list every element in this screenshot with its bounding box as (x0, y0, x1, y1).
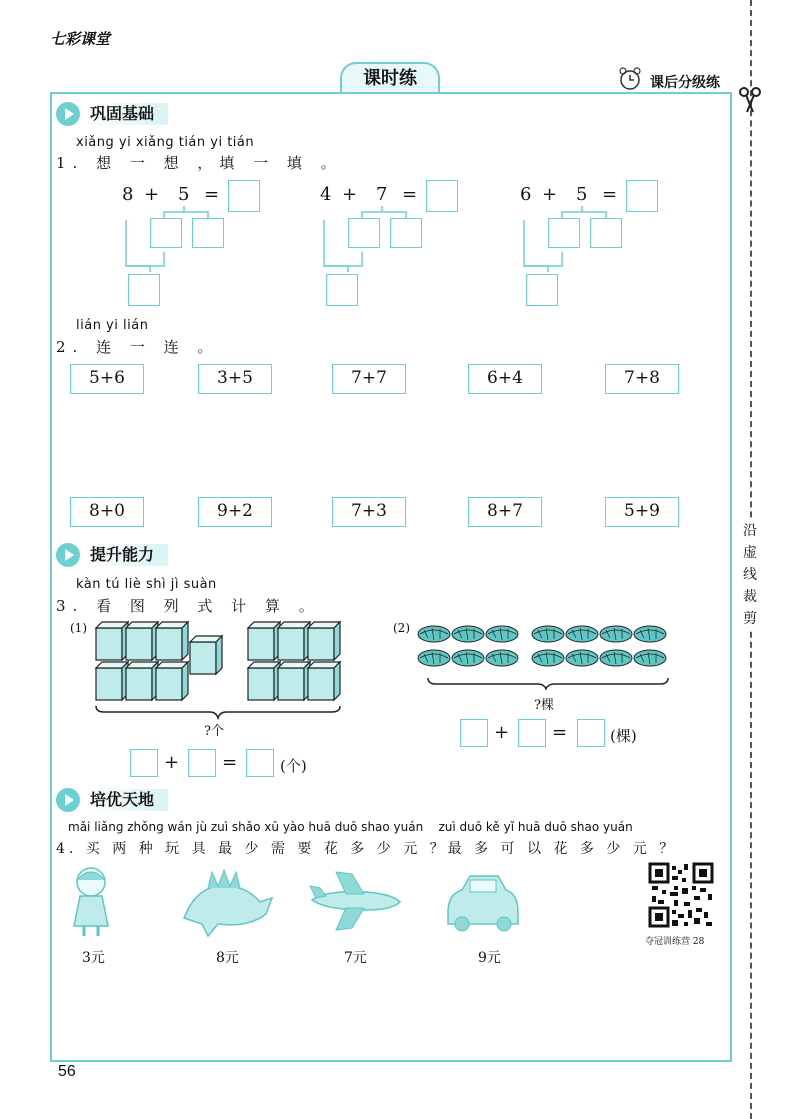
match-bottom-1[interactable]: 8+0 (70, 497, 144, 527)
match-top-3[interactable]: 7+7 (332, 364, 406, 394)
q1-pinyin: xiǎng yi xiǎng tián yi tián (76, 135, 255, 150)
match-top-5[interactable]: 7+8 (605, 364, 679, 394)
split-box-left[interactable] (548, 218, 580, 248)
dinosaur-icon (178, 862, 276, 942)
play-arrow-icon (56, 788, 80, 812)
q3-pinyin: kàn tú liè shì jì suàn (76, 577, 217, 592)
match-bottom-2[interactable]: 9+2 (198, 497, 272, 527)
toy-car-icon (442, 866, 522, 936)
q3-part2-label: (2) (393, 621, 410, 635)
price-car: 9元 (478, 950, 501, 966)
q3-part2-unit: (棵) (610, 727, 637, 745)
sum-box[interactable] (326, 274, 358, 306)
q1-item-1: 8 + 5 = (120, 178, 280, 318)
q1-text: 1. 想 一 想 ，填 一 填 。 (56, 154, 343, 172)
brand-logo: 七彩课堂 (50, 30, 111, 48)
answer-box[interactable] (228, 180, 260, 212)
q3-text: 3. 看 图 列 式 计 算 。 (56, 597, 321, 615)
answer-box[interactable] (426, 180, 458, 212)
section-basic-label: 巩固基础 (86, 103, 168, 125)
section-improve-label: 提升能力 (86, 544, 168, 566)
match-top-1[interactable]: 5+6 (70, 364, 144, 394)
q3-part2-addend-1[interactable] (460, 719, 488, 747)
price-dinosaur: 8元 (216, 950, 239, 966)
q4-pinyin: mǎi liǎng zhǒng wán jù zuì shǎo xū yào huā duō shao yuán zuì duō kě yǐ huā duō shao yuán (68, 820, 633, 834)
q3-part1-answer[interactable] (246, 749, 274, 777)
q2-pinyin: lián yi lián (76, 318, 149, 333)
price-airplane: 7元 (344, 950, 367, 966)
sum-box[interactable] (526, 274, 558, 306)
answer-box[interactable] (626, 180, 658, 212)
page-title: 课时练 (340, 62, 440, 94)
q3-part2-answer[interactable] (577, 719, 605, 747)
price-doll: 3元 (82, 950, 105, 966)
q3-part1-addend-2[interactable] (188, 749, 216, 777)
match-top-2[interactable]: 3+5 (198, 364, 272, 394)
section-improve (56, 543, 168, 567)
play-arrow-icon (56, 102, 80, 126)
play-arrow-icon (56, 543, 80, 567)
match-bottom-4[interactable]: 8+7 (468, 497, 542, 527)
plus-sign: + (494, 722, 510, 743)
q3-part2-addend-2[interactable] (518, 719, 546, 747)
split-box-right[interactable] (390, 218, 422, 248)
q3-part1-unit: (个) (280, 757, 307, 775)
q3-part1-addend-1[interactable] (130, 749, 158, 777)
section-basic (56, 102, 168, 126)
qr-code-icon[interactable] (648, 862, 714, 928)
airplane-icon (306, 866, 406, 936)
split-box-right[interactable] (590, 218, 622, 248)
qr-caption: 夺冠训练营 28 (645, 937, 705, 947)
q2-text: 2. 连 一 连 。 (56, 338, 220, 356)
equals-sign: = (552, 722, 568, 743)
doll-icon (66, 864, 116, 940)
sum-box[interactable] (128, 274, 160, 306)
scissors-icon (738, 86, 762, 114)
section-excellent (56, 788, 168, 812)
alarm-clock-icon (618, 67, 642, 91)
match-bottom-3[interactable]: 7+3 (332, 497, 406, 527)
leafy-greens-picture (414, 620, 680, 690)
plus-sign: + (164, 752, 180, 773)
section-excellent-label: 培优天地 (86, 789, 168, 811)
q3-part1-total: ?个 (204, 724, 224, 739)
q1-item-2: 4 + 7 = (318, 178, 478, 318)
q4-text: 4. 买 两 种 玩 具 最 少 需 要 花 多 少 元 ？最 多 可 以 花 多 少 元 ？ (56, 841, 678, 857)
split-box-right[interactable] (192, 218, 224, 248)
q3-part2-total: ?棵 (534, 698, 554, 713)
split-box-left[interactable] (348, 218, 380, 248)
cut-instruction: 沿虚线裁剪 (739, 520, 761, 630)
equals-sign: = (222, 752, 238, 773)
split-box-left[interactable] (150, 218, 182, 248)
page-number: 56 (58, 1063, 76, 1080)
match-bottom-5[interactable]: 5+9 (605, 497, 679, 527)
q3-part1-label: (1) (70, 621, 87, 635)
level-label: 课后分级练 (650, 75, 720, 91)
q1-item-3: 6 + 5 = (518, 178, 678, 318)
match-top-4[interactable]: 6+4 (468, 364, 542, 394)
